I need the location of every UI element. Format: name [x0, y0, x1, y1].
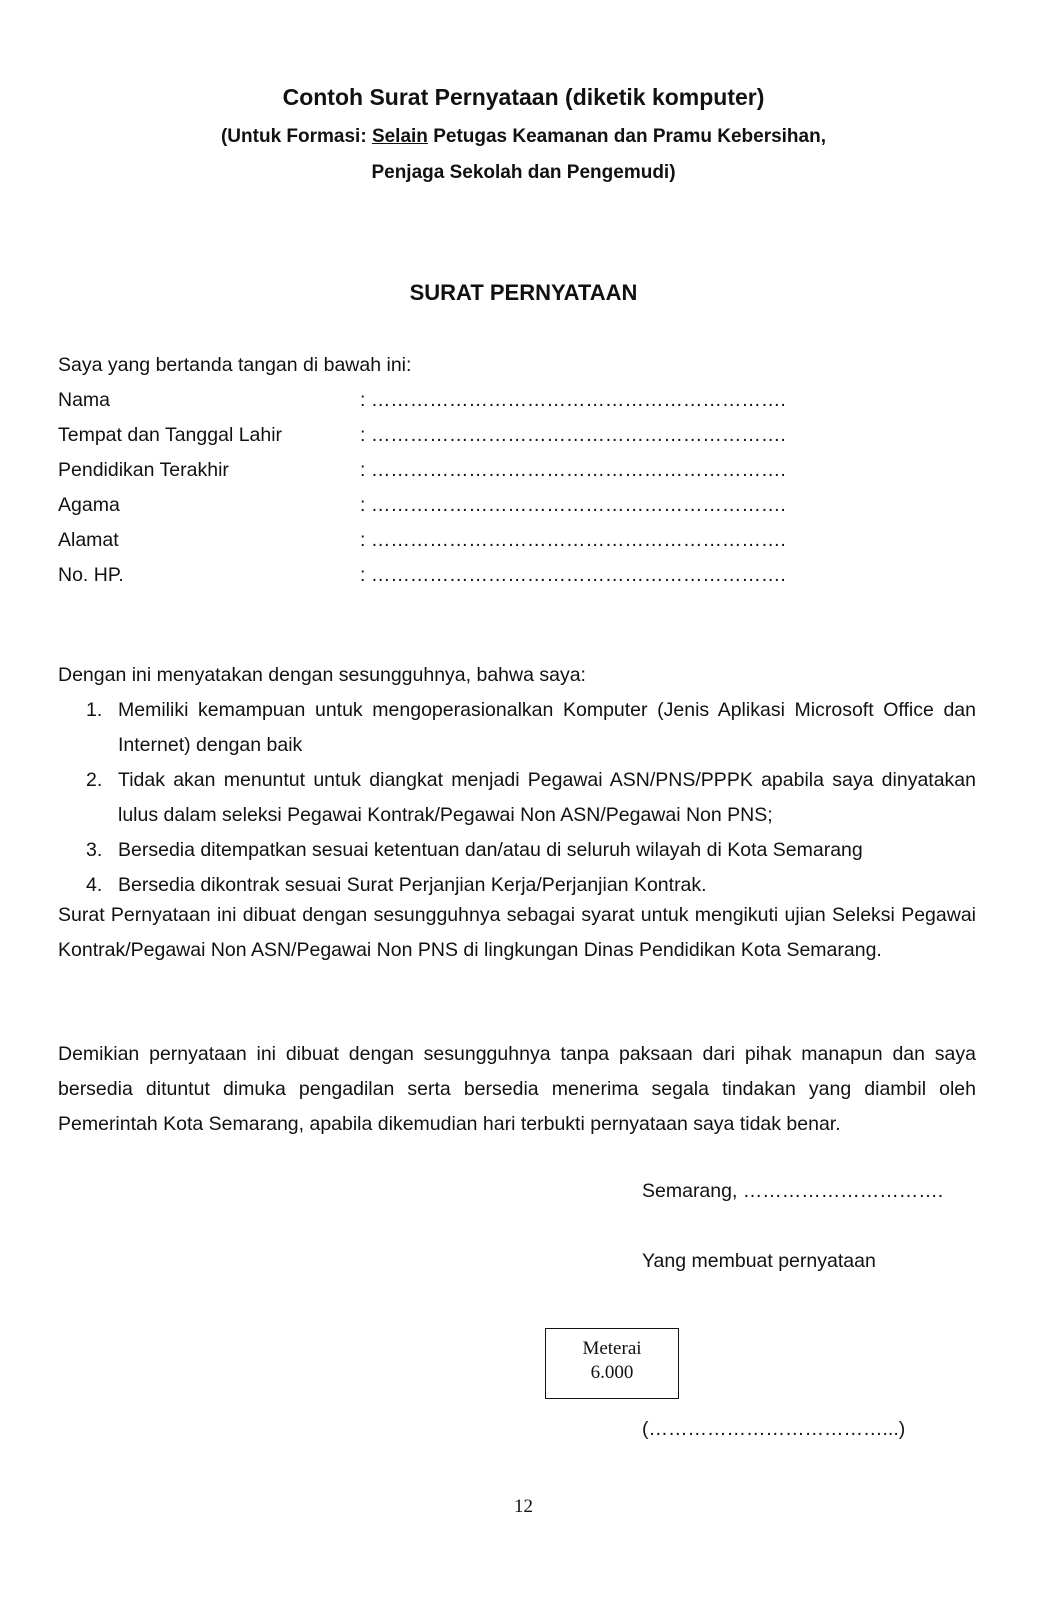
document-subtitle — [0, 126, 1047, 148]
field-row-pendidikan — [58, 453, 858, 488]
field-label: No. HP. — [58, 564, 124, 586]
list-text: Bersedia dikontrak sesuai Surat Perjanjian Kerja/Perjanjian Kontrak. — [118, 874, 707, 896]
field-blank: : ………………………………………………………. — [360, 389, 786, 411]
field-row-agama — [58, 488, 858, 523]
statement-paragraph: Surat Pernyataan ini dibuat dengan sesungguhnya sebagai syarat untuk mengikuti ujian Seleksi Pegawai Kontrak/Pegawai Non ASN/Pegawai Non PNS di lingkungan Dinas Pendidikan Kota Semarang. — [58, 904, 976, 961]
list-text: Tidak akan menuntut untuk diangkat menjadi Pegawai ASN/PNS/PPPK apabila saya dinyatakan lulus dalam seleksi Pegawai Kontrak/Pegawai Non ASN/Pegawai Non PNS; — [118, 769, 976, 826]
list-text: Bersedia ditempatkan sesuai ketentuan dan/atau di seluruh wilayah di Kota Semarang — [118, 839, 863, 861]
field-label: Pendidikan Terakhir — [58, 459, 229, 481]
field-blank: : ………………………………………………………. — [360, 494, 786, 516]
stamp-value: 6.000 — [590, 1362, 634, 1383]
field-row-ttl — [58, 418, 858, 453]
subtitle-prefix: (Untuk Formasi: — [220, 126, 372, 147]
letter-intro: Saya yang bertanda tangan di bawah ini: — [58, 354, 412, 376]
field-blank: : ………………………………………………………. — [360, 424, 786, 446]
list-item — [58, 833, 976, 868]
field-blank: : ………………………………………………………. — [360, 564, 786, 586]
field-blank: : ………………………………………………………. — [360, 529, 786, 551]
subtitle-underlined: Selain — [371, 126, 428, 147]
signer-name-line: (………………………………...) — [642, 1418, 906, 1440]
list-number: 2. — [86, 769, 103, 791]
field-row-nama — [58, 383, 858, 418]
field-label: Tempat dan Tanggal Lahir — [58, 424, 283, 446]
field-blank: : ………………………………………………………. — [360, 459, 786, 481]
list-item — [58, 693, 976, 763]
letter-heading: SURAT PERNYATAAN — [409, 280, 638, 305]
field-label: Alamat — [58, 529, 119, 551]
subtitle-suffix: Petugas Keamanan dan Pramu Kebersihan, — [427, 126, 826, 147]
declaration-intro: Dengan ini menyatakan dengan sesungguhnya, bahwa saya: — [58, 664, 586, 686]
field-label: Agama — [58, 494, 120, 516]
document-subtitle-line2: Penjaga Sekolah dan Pengemudi) — [371, 162, 676, 183]
signer-caption: Yang membuat pernyataan — [642, 1250, 876, 1272]
field-row-hp — [58, 558, 858, 593]
field-label: Nama — [58, 389, 111, 411]
field-row-alamat — [58, 523, 858, 558]
list-item — [58, 763, 976, 833]
document-title: Contoh Surat Pernyataan (diketik komputer) — [282, 84, 765, 110]
identity-fields — [58, 383, 858, 593]
place-date-line: Semarang, …………………………. — [642, 1180, 944, 1202]
declaration-list — [58, 693, 976, 903]
list-number: 3. — [86, 839, 103, 861]
list-number: 4. — [86, 874, 103, 896]
page-number: 12 — [514, 1496, 533, 1517]
list-text: Memiliki kemampuan untuk mengoperasionalkan Komputer (Jenis Aplikasi Microsoft Office dan Internet) dengan baik — [118, 699, 976, 756]
list-number: 1. — [86, 699, 103, 721]
stamp-label: Meterai — [582, 1338, 642, 1359]
meterai-stamp-box — [545, 1328, 679, 1399]
closing-paragraph: Demikian pernyataan ini dibuat dengan sesungguhnya tanpa paksaan dari pihak manapun dan saya bersedia dituntut dimuka pengadilan serta bersedia menerima segala tindakan yang diambil oleh Pemerintah Kota Semarang, apabila dikemudian hari terbukti pernyataan saya tidak benar. — [58, 1043, 976, 1135]
